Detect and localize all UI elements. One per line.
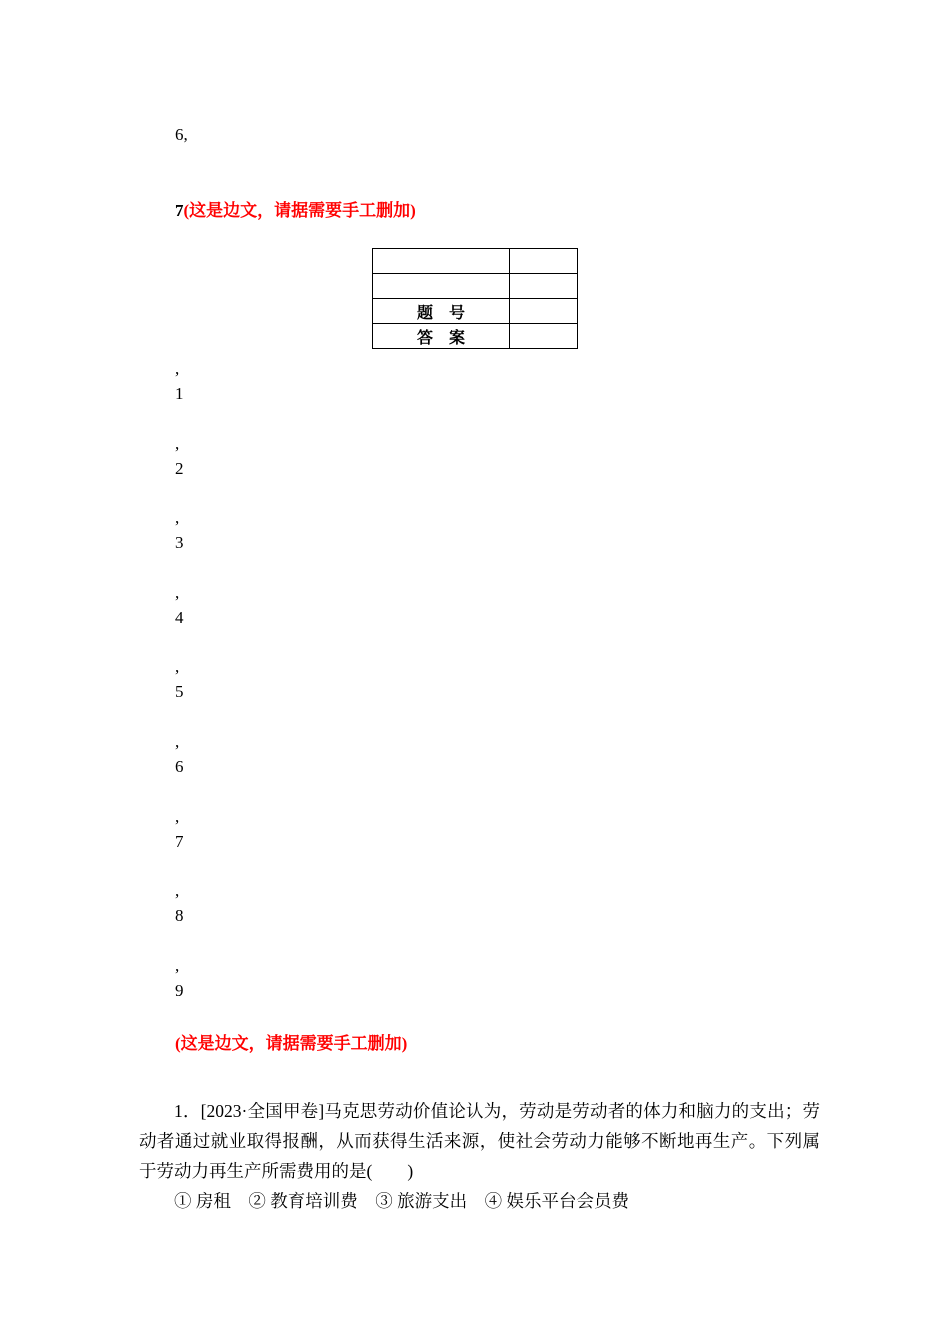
question-number-label-cell: 题 号 — [373, 299, 510, 324]
table-row — [373, 274, 578, 299]
comma-line: , — [175, 583, 180, 602]
table-cell-empty — [510, 249, 578, 274]
list-item — [175, 878, 184, 928]
answer-label-cell: 答 案 — [373, 324, 510, 349]
list-item — [175, 431, 184, 481]
number-line: 4 — [175, 608, 184, 627]
table-cell-empty — [373, 274, 510, 299]
table-cell-empty — [510, 274, 578, 299]
table-row — [373, 324, 578, 349]
question-1-options: ① 房租 ② 教育培训费 ③ 旅游支出 ④ 娱乐平台会员费 — [174, 1191, 629, 1211]
list-item — [175, 953, 184, 1003]
list-item — [175, 505, 184, 555]
margin-note-bottom: (这是边文，请据需要手工删加) — [175, 1034, 408, 1053]
comma-line: , — [175, 956, 180, 975]
number-line: 3 — [175, 533, 184, 552]
number-line: 1 — [175, 384, 184, 403]
number-line: 8 — [175, 906, 184, 925]
table-cell-empty — [510, 324, 578, 349]
comma-line: , — [175, 359, 180, 378]
comma-line: , — [175, 657, 180, 676]
number-line: 2 — [175, 459, 184, 478]
margin-note-red-text: (这是边文，请据需要手工删加) — [183, 201, 416, 220]
question-1-stem: 1．[2023·全国甲卷]马克思劳动价值论认为，劳动是劳动者的体力和脑力的支出；劳动者通过就业取得报酬，从而获得生活来源，使社会劳动力能够不断地再生产。下列属于劳动力再生产所需费用的是( ) — [139, 1101, 820, 1181]
comma-line: , — [175, 434, 180, 453]
number-line: 5 — [175, 682, 184, 701]
table-row — [373, 299, 578, 324]
number-line: 6 — [175, 757, 184, 776]
margin-note-top — [175, 200, 416, 222]
list-item — [175, 804, 184, 854]
number-line: 9 — [175, 981, 184, 1000]
list-item — [175, 654, 184, 704]
comma-line: , — [175, 732, 180, 751]
stray-line-6: 6, — [175, 125, 188, 144]
margin-note-prefix: 7 — [175, 201, 184, 220]
list-item — [175, 729, 184, 779]
list-item — [175, 356, 184, 406]
table-cell-empty — [510, 299, 578, 324]
comma-line: , — [175, 881, 180, 900]
comma-line: , — [175, 807, 180, 826]
table-cell-empty — [373, 249, 510, 274]
list-item — [175, 580, 184, 630]
table-row — [373, 249, 578, 274]
question-1-block — [139, 1096, 820, 1216]
comma-line: , — [175, 508, 180, 527]
number-line: 7 — [175, 832, 184, 851]
answer-grid-table — [372, 248, 578, 349]
